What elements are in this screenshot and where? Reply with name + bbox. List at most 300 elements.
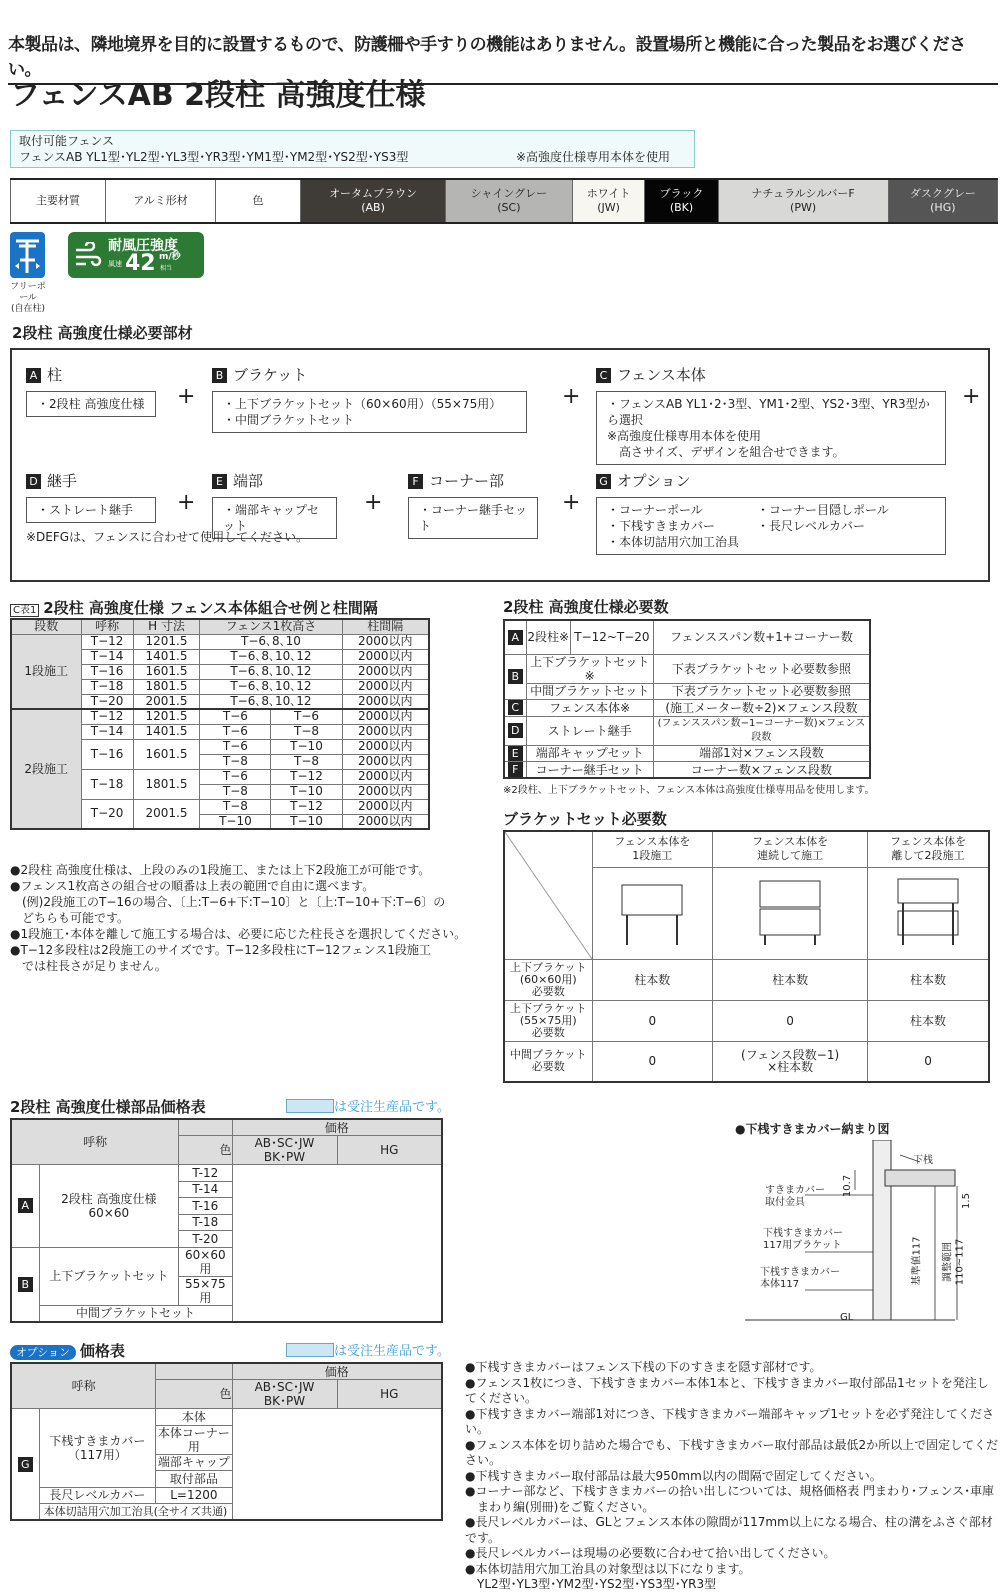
required-count-title: 2段柱 高強度仕様必要数 — [503, 598, 669, 616]
part-item: ・コーナー継手セット — [419, 503, 528, 533]
code: T−12 — [81, 634, 133, 649]
table-row — [11, 1165, 442, 1182]
lower-height: T−8 — [271, 754, 342, 769]
table-cell: (フェンス段数−1) ×柱本数 — [713, 1041, 868, 1082]
bracket-count-table — [503, 830, 990, 1083]
spacing: 2000以内 — [342, 679, 429, 694]
size-cell: T-14 — [179, 1181, 232, 1198]
required-count-table — [503, 619, 871, 779]
made-to-order-swatch — [286, 1343, 334, 1357]
column-header: フェンス本体を 離して2段施工 — [868, 831, 989, 867]
free-pole-label: フリーポール — [10, 282, 46, 303]
note-line: ●下桟すきまカバー端部1対につき、下桟すきまカバー端部キャップ1セットを必ず発注してください。 — [465, 1406, 995, 1436]
note-line: ●長尺レベルカバーは現場の必要数に合わせて拾い出してください。 — [465, 1546, 836, 1560]
note-line: (例)2段施工のT−16の場合、〔上:T−6+下:T−10〕と〔上:T−10+下:T−6〕の — [10, 895, 446, 909]
plus-sign: + — [962, 384, 981, 409]
code: T−16 — [81, 739, 133, 769]
option-title: 価格表 — [79, 1342, 125, 1360]
upper-height: T−6 — [200, 724, 271, 739]
item-cell: 取付部品 — [156, 1471, 232, 1488]
note-line: ●本体切詰用穴加工治具の対象型は以下になります。 — [465, 1561, 751, 1576]
table-row — [11, 634, 429, 649]
h-size: 1601.5 — [133, 739, 200, 769]
part-a-label — [26, 364, 62, 385]
c-table-heading — [10, 597, 378, 618]
table-cell: 中間ブラケットセット — [526, 683, 653, 700]
price-table — [10, 1118, 443, 1323]
code: T−14 — [81, 649, 133, 664]
fence-illustration-1 — [592, 867, 713, 959]
note-line: まわり編(別冊)をご覧ください。 — [465, 1499, 655, 1514]
table-cell: 柱本数 — [592, 959, 713, 1000]
color-code: (SC) — [497, 201, 521, 214]
table-row — [11, 709, 429, 724]
upper-height: T−8 — [200, 754, 271, 769]
color-name: ブラック — [659, 187, 704, 200]
wind-suffix: 相当 — [160, 265, 173, 272]
part-g-items — [596, 497, 946, 555]
part-item: ・ストレート継手 — [37, 503, 134, 517]
lower-height: T−10 — [271, 739, 342, 754]
note-line: では柱長さが足りません。 — [10, 959, 167, 973]
spacing: 2000以内 — [342, 814, 429, 829]
required-count-note: ※2段柱、上下ブラケットセット、フェンス本体は高強度仕様専用品を使用します。 — [503, 785, 875, 796]
color-code: (AB) — [361, 201, 385, 214]
fence-height: T−6､8､10､12 — [200, 664, 342, 679]
part-letter-badge: A — [26, 368, 41, 383]
code: T−18 — [81, 769, 133, 799]
note-line: ●T−12多段柱は2段施工のサイズです。T−12多段柱にT−12フェンス1段施工 — [10, 943, 431, 957]
part-name: オプション — [617, 472, 691, 490]
blank-header — [179, 1119, 232, 1136]
size-cell: 60×60用 — [179, 1247, 232, 1276]
label-fitting: すきまカバー 取付金具 — [765, 1185, 825, 1208]
part-letter-cell — [504, 745, 526, 762]
spacing: 2000以内 — [342, 799, 429, 814]
compatible-note: ※高強度仕様専用本体を使用 — [516, 150, 671, 164]
code: T−14 — [81, 724, 133, 739]
note-line: YL2型･YL3型･YM2型･YS2型･YS3型･YR3型 — [465, 1577, 717, 1591]
table-row — [504, 654, 870, 683]
size-cell: T-12 — [179, 1165, 232, 1182]
compatible-label: 取付可能フェンス — [19, 134, 115, 148]
fence-height: T−6､8､10､12 — [200, 694, 342, 709]
part-name: ブラケット — [233, 366, 308, 384]
part-item: ・フェンスAB YL1･2･3型、YM1･2型、YS2･3型、YR3型から選択 — [607, 397, 930, 427]
option-heading — [10, 1340, 450, 1361]
column-header: フェンス1枚高さ — [200, 619, 342, 634]
free-pole-icon — [10, 232, 45, 278]
upper-height: T−8 — [200, 784, 271, 799]
dim-range: 調整範囲 110~117 — [942, 1238, 966, 1286]
table-cell: 2段柱※ — [526, 620, 570, 654]
part-letter-badge: D — [26, 474, 41, 489]
item-cell: 本体 — [156, 1409, 232, 1426]
column-header: H 寸法 — [133, 619, 200, 634]
price-title: 2段柱 高強度仕様部品価格表 — [10, 1098, 206, 1116]
column-header: 呼称 — [81, 619, 133, 634]
part-name: 継手 — [47, 472, 78, 490]
upper-height: T−6 — [200, 709, 271, 724]
part-c-items — [596, 391, 946, 465]
spacing: 2000以内 — [342, 649, 429, 664]
part-b-label — [212, 364, 307, 385]
h-size: 2001.5 — [133, 799, 200, 829]
part-name: フェンス本体 — [617, 366, 706, 384]
table-cell: 端部1対×フェンス段数 — [653, 745, 870, 762]
color-name: シャイングレー — [470, 187, 548, 200]
part-letter-badge: D — [508, 723, 523, 738]
fence-height: T−6､8､10､12 — [200, 649, 342, 664]
part-name: 2段柱 高強度仕様 60×60 — [39, 1165, 179, 1248]
part-letter-badge: C — [508, 700, 523, 715]
color-code: (PW) — [790, 201, 817, 214]
price-header: 価格 — [232, 1119, 442, 1136]
table-row — [504, 683, 870, 700]
wind-title: 耐風圧強度 — [108, 238, 178, 254]
note-line: どちらも可能です。 — [10, 911, 130, 925]
size-cell: T-16 — [179, 1198, 232, 1215]
part-item: ・コーナーポール — [607, 503, 703, 517]
note-line: ●下桟すきまカバー取付部品は最大950mm以内の間隔で固定してください。 — [465, 1468, 882, 1483]
table-row — [504, 1000, 989, 1041]
stage-label: 1段施工 — [11, 634, 81, 709]
h-size: 1401.5 — [133, 649, 200, 664]
lower-height: T−12 — [271, 799, 342, 814]
part-name: 端部 — [233, 472, 264, 490]
upper-height: T−8 — [200, 799, 271, 814]
table-cell: 0 — [592, 1041, 713, 1082]
h-size: 1601.5 — [133, 664, 200, 679]
item-cell: 端部キャップ — [156, 1454, 232, 1471]
fence-illustration-2 — [713, 867, 868, 959]
part-f-label — [408, 470, 504, 491]
table-cell: 下表ブラケットセット必要数参照 — [653, 683, 870, 700]
table-cell: 柱本数 — [868, 1000, 989, 1041]
table-cell: 端部キャップセット — [526, 745, 653, 762]
table-cell: (施工メーター数÷2)×フェンス段数 — [653, 700, 870, 717]
row-header: 上下ブラケット (55×75用) 必要数 — [504, 1000, 592, 1041]
part-name: 下桟すきまカバー （117用） — [39, 1409, 156, 1488]
made-to-order-swatch — [286, 1099, 334, 1113]
h-size: 1801.5 — [133, 679, 200, 694]
fence-height: T−6､8､10､12 — [200, 679, 342, 694]
price-legend: は受注生産品です。 — [334, 1100, 450, 1115]
price-col-hg: HG — [337, 1136, 442, 1165]
part-letter-cell — [504, 654, 526, 700]
part-item: ・長尺レベルカバー — [757, 519, 866, 533]
table-cell: フェンススパン数+1+コーナー数 — [653, 620, 870, 654]
part-letter-badge: G — [18, 1457, 33, 1472]
color-swatch-hg — [888, 179, 997, 223]
wind-value: 42 — [125, 251, 156, 276]
option-notes — [465, 1360, 1000, 1593]
blank-header — [156, 1363, 232, 1380]
color-swatch-pw — [718, 179, 888, 223]
option-price-table — [10, 1362, 443, 1521]
part-name: 上下ブラケットセット — [39, 1247, 179, 1305]
part-item: ・下桟すきまカバー — [607, 519, 716, 533]
label-body: 下桟すきまカバー 本体117 — [760, 1267, 840, 1290]
table-cell: 上下ブラケットセット※ — [526, 654, 653, 683]
code: T−20 — [81, 799, 133, 829]
color-header: 色 — [179, 1136, 232, 1165]
wind-prefix: 風速 — [108, 260, 122, 268]
page-title: フェンスAB 2段柱 高強度仕様 — [10, 78, 426, 113]
part-letter-cell — [11, 1165, 39, 1248]
color-swatch-sc — [446, 179, 572, 223]
spacing: 2000以内 — [342, 709, 429, 724]
spacing: 2000以内 — [342, 784, 429, 799]
fence-height: T−6､8､10 — [200, 634, 342, 649]
part-letter-badge: F — [408, 474, 423, 489]
table-cell: コーナー継手セット — [526, 762, 653, 779]
lower-height: T−8 — [271, 724, 342, 739]
color-header: 色 — [156, 1380, 232, 1409]
upper-height: T−6 — [200, 739, 271, 754]
row-header: 中間ブラケット 必要数 — [504, 1041, 592, 1082]
spacing: 2000以内 — [342, 724, 429, 739]
table-cell: フェンス本体※ — [526, 700, 653, 717]
color-label: 色 — [216, 179, 301, 223]
spacing: 2000以内 — [342, 754, 429, 769]
part-e-label — [212, 470, 263, 491]
size-cell: T-18 — [179, 1214, 232, 1231]
header-row — [11, 1119, 442, 1136]
c-table-title: 2段柱 高強度仕様 フェンス本体組合せ例と柱間隔 — [43, 599, 378, 617]
part-item: ・端部キャップセット — [223, 503, 319, 533]
table-row — [504, 716, 870, 745]
table-cell: 柱本数 — [868, 959, 989, 1000]
table-row — [504, 620, 870, 654]
table-row — [504, 745, 870, 762]
dim-standard: 基準値117 — [911, 1236, 923, 1286]
bracket-count-title: ブラケットセット必要数 — [503, 810, 667, 828]
note-line: ●フェンス本体を切り詰めた場合でも、下桟すきまカバー取付部品は最低2か所以上で固定してください。 — [465, 1437, 999, 1467]
material-color-table — [10, 178, 998, 224]
h-size: 1201.5 — [133, 634, 200, 649]
table-cell: T−12~T−20 — [570, 620, 653, 654]
price-header: 価格 — [232, 1363, 442, 1380]
upper-height: T−10 — [200, 814, 271, 829]
spacing: 2000以内 — [342, 739, 429, 754]
table-cell: 0 — [592, 1000, 713, 1041]
price-cell-blank — [232, 1409, 442, 1521]
part-item: ・中間ブラケットセット — [223, 413, 355, 427]
lower-height: T−12 — [271, 769, 342, 784]
part-item: ・2段柱 高強度仕様 — [37, 397, 145, 411]
wind-strength-badge — [68, 232, 204, 278]
part-name: 中間ブラケットセット — [39, 1305, 232, 1322]
part-a-items — [26, 391, 156, 417]
table-row — [504, 1041, 989, 1082]
part-letter-cell — [504, 700, 526, 717]
c-table-tag: C表1 — [10, 604, 39, 617]
diagonal-header-cell — [504, 831, 592, 959]
code: T−20 — [81, 694, 133, 709]
free-pole-sub: (自在柱) — [10, 304, 46, 314]
h-size: 1801.5 — [133, 769, 200, 799]
color-swatch-bk — [645, 179, 718, 223]
part-letter-badge: B — [212, 368, 227, 383]
column-header: フェンス本体を 1段施工 — [592, 831, 713, 867]
lower-height: T−6 — [271, 709, 342, 724]
part-letter-badge: E — [508, 746, 523, 761]
size-cell: L=1200 — [156, 1487, 232, 1504]
color-code: (BK) — [669, 201, 694, 214]
plus-sign: + — [562, 384, 581, 409]
combination-table — [10, 618, 430, 830]
table-cell: (フェンススパン数−1−コーナー数)×フェンス段数 — [653, 716, 870, 745]
price-heading — [10, 1096, 450, 1117]
name-header: 呼称 — [11, 1119, 179, 1165]
code: T−16 — [81, 664, 133, 679]
note-line: ●1段施工･本体を離して施工する場合は、必要に応じた柱長さを選択してください。 — [10, 927, 467, 941]
price-cell-blank — [232, 1165, 442, 1322]
spacing: 2000以内 — [342, 694, 429, 709]
column-header: フェンス本体を 連続して施工 — [713, 831, 868, 867]
note-line: ●2段柱 高強度仕様は、上段のみの1段施工、または上下2段施工が可能です。 — [10, 863, 431, 877]
code: T−18 — [81, 679, 133, 694]
combination-notes — [10, 862, 480, 974]
wind-icon — [74, 242, 102, 270]
parts-note: ※DEFGは、フェンスに合わせて使用してください。 — [26, 530, 309, 544]
color-swatch-jw — [572, 179, 645, 223]
material-label: 主要材質 — [11, 179, 106, 223]
note-line: ●フェンス1枚につき、下桟すきまカバー本体1本と、下桟すきまカバー取付部品1セットを発注してください。 — [465, 1375, 989, 1405]
table-cell: 下表ブラケットセット必要数参照 — [653, 654, 870, 683]
part-f-items — [408, 497, 538, 539]
plus-sign: + — [177, 490, 196, 515]
price-col-standard: AB･SC･JW BK･PW — [232, 1136, 337, 1165]
note-line: ●下桟すきまカバーはフェンス下桟の下のすきまを隠す部材です。 — [465, 1360, 822, 1374]
code: T−12 — [81, 709, 133, 724]
table-cell: 0 — [713, 1000, 868, 1041]
color-swatch-ab — [301, 179, 446, 223]
fence-illustration-3 — [868, 867, 989, 959]
price-col-hg: HG — [337, 1380, 442, 1409]
material-value: アルミ形材 — [106, 179, 216, 223]
note-line: ●コーナー部など、下桟すきまカバーの拾い出しについては、規格価格表 門まわり･フェンス･車庫 — [465, 1484, 995, 1498]
color-code: (HG) — [930, 201, 956, 214]
safety-notice: 本製品は、隣地境界を目的に設置するもので、防護柵や手すりの機能はありません。設置場所と機能に合った製品をお選びください。 — [8, 30, 998, 85]
plus-sign: + — [364, 490, 383, 515]
compatible-fence-box — [10, 130, 695, 168]
part-item: ・上下ブラケットセット（60×60用）（55×75用） — [223, 397, 502, 411]
upper-height: T−6 — [200, 769, 271, 784]
part-d-label — [26, 470, 77, 491]
part-letter-cell — [504, 716, 526, 745]
option-tag: オプション — [10, 1345, 76, 1360]
part-letter-cell — [504, 620, 526, 654]
part-letter-badge: A — [18, 1198, 33, 1213]
part-letter-badge: E — [212, 474, 227, 489]
dim-1-5: 1.5 — [960, 1193, 972, 1209]
part-b-items — [212, 391, 527, 433]
header-row — [504, 831, 989, 867]
part-letter-cell — [504, 762, 526, 779]
lower-height: T−10 — [271, 814, 342, 829]
h-size: 1401.5 — [133, 724, 200, 739]
part-g-label — [596, 470, 691, 491]
part-letter-badge: C — [596, 368, 611, 383]
compatible-models: フェンスAB YL1型･YL2型･YL3型･YR3型･YM1型･YM2型･YS2型･YS3型 — [19, 150, 409, 164]
color-name: ナチュラルシルバーF — [751, 187, 855, 200]
label-gesan: 下桟 — [913, 1155, 933, 1166]
header-row — [11, 619, 429, 634]
label-gl: GL — [840, 1312, 854, 1323]
part-item: ・コーナー目隠しポール — [757, 503, 889, 517]
note-line: ●フェンス1枚高さの組合せの順番は上表の範囲で自由に選べます。 — [10, 879, 375, 893]
table-row — [11, 1409, 442, 1426]
part-name: 長尺レベルカバー — [39, 1487, 156, 1504]
table-row — [504, 762, 870, 779]
part-letter-badge: F — [508, 762, 523, 777]
part-item: ・本体切詰用穴加工治具 — [607, 535, 740, 549]
part-item: 高さサイズ、デザインを組合せできます。 — [607, 445, 845, 459]
parts-title: 2段柱 高強度仕様必要部材 — [12, 324, 193, 342]
header-row — [11, 1363, 442, 1380]
table-row — [504, 700, 870, 717]
item-cell: 本体コーナー用 — [156, 1425, 232, 1454]
part-c-label — [596, 364, 706, 385]
plus-sign: + — [177, 384, 196, 409]
diagram-title: ●下桟すきまカバー納まり図 — [735, 1122, 890, 1136]
dim-10-7: 10.7 — [842, 1174, 854, 1198]
part-d-items — [26, 497, 156, 523]
part-letter-cell — [11, 1247, 39, 1322]
color-name: ホワイト — [586, 187, 631, 200]
lower-height: T−10 — [271, 784, 342, 799]
part-name: コーナー部 — [429, 472, 505, 490]
table-row — [504, 959, 989, 1000]
note-line: ●長尺レベルカバーは、GLとフェンス本体の隙間が117mm以上になる場合、柱の溝をふさぐ部材です。 — [465, 1515, 993, 1545]
label-bracket: 下桟すきまカバー 117用ブラケット — [763, 1228, 843, 1251]
column-header: 柱間隔 — [342, 619, 429, 634]
color-name: オータムブラウン — [329, 187, 418, 200]
table-cell: ストレート継手 — [526, 716, 653, 745]
row-header: 上下ブラケット (60×60用) 必要数 — [504, 959, 592, 1000]
h-size: 1201.5 — [133, 709, 200, 724]
part-letter-badge: B — [508, 669, 523, 684]
color-name: ダスクグレー — [909, 187, 976, 200]
table-cell: 0 — [868, 1041, 989, 1082]
name-header: 呼称 — [11, 1363, 156, 1409]
wind-unit: m/秒 — [159, 252, 181, 262]
stage-label: 2段施工 — [11, 709, 81, 829]
part-letter-badge: B — [18, 1277, 33, 1292]
gap-cover-diagram — [745, 1140, 1000, 1330]
required-parts-box — [10, 348, 990, 582]
part-name: 柱 — [47, 366, 63, 384]
part-name: 本体切詰用穴加工治具(全サイズ共通) — [39, 1504, 232, 1521]
price-col-standard: AB･SC･JW BK･PW — [232, 1380, 337, 1409]
plus-sign: + — [562, 490, 581, 515]
color-code: (JW) — [597, 201, 620, 214]
option-legend: は受注生産品です。 — [334, 1344, 450, 1359]
h-size: 2001.5 — [133, 694, 200, 709]
table-cell: コーナー数×フェンス段数 — [653, 762, 870, 779]
part-letter-badge: A — [508, 630, 523, 645]
spacing: 2000以内 — [342, 634, 429, 649]
size-cell: T-20 — [179, 1231, 232, 1248]
spacing: 2000以内 — [342, 769, 429, 784]
part-item: ※高強度仕様専用本体を使用 — [607, 429, 762, 443]
spacing: 2000以内 — [342, 664, 429, 679]
table-cell: 柱本数 — [713, 959, 868, 1000]
column-header: 段数 — [11, 619, 81, 634]
part-letter-badge: G — [596, 474, 611, 489]
